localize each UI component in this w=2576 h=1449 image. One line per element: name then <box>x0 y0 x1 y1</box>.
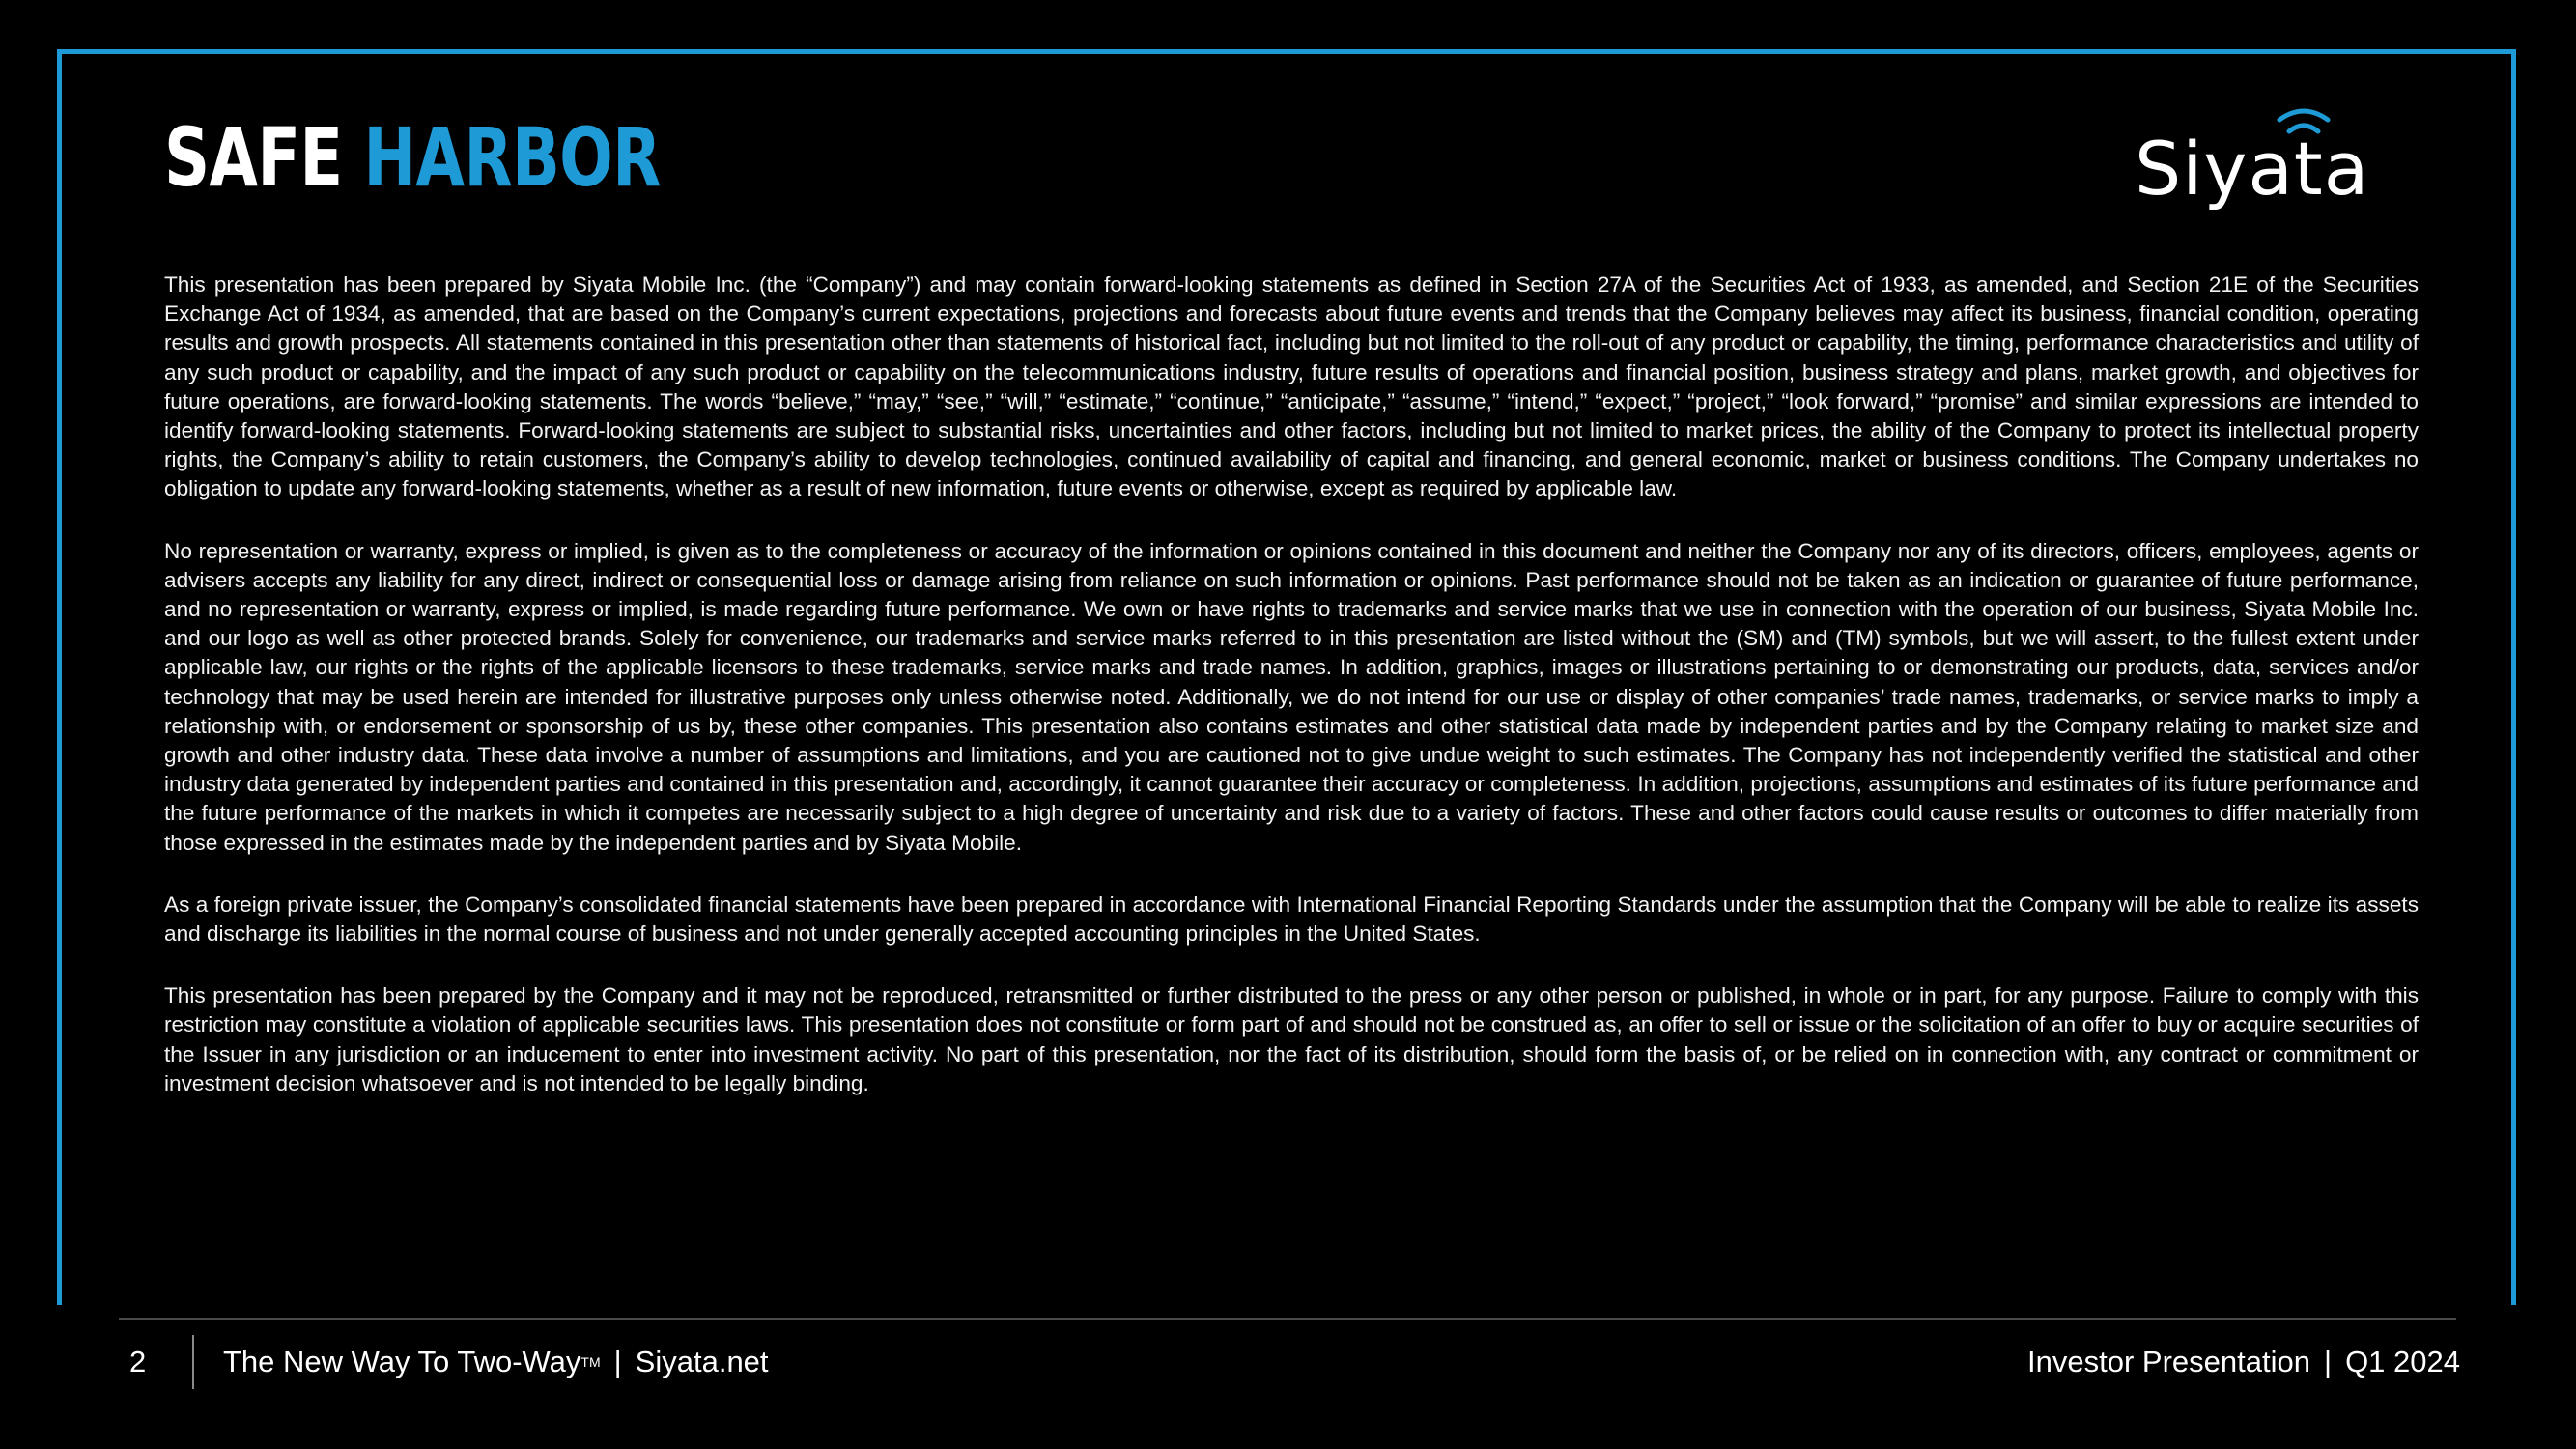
footer-separator-right: | <box>2324 1345 2333 1378</box>
paragraph-foreign-issuer: As a foreign private issuer, the Company’s consolidated financial statements have been prepared in accordance with International Financial Reporting Standards under the assumption that the Company will be able to realize its assets and discharge its liabilities in the normal course of business and not under generally accepted accounting principles in the United States. <box>164 892 2419 947</box>
logo-wordmark: Siyata <box>2135 126 2370 212</box>
footer-separator: | <box>613 1345 622 1378</box>
page-number: 2 <box>129 1345 147 1378</box>
footer-left <box>129 1341 769 1383</box>
footer-presentation-label: Investor Presentation <box>2027 1345 2310 1378</box>
paragraph-forward-looking: This presentation has been prepared by Siyata Mobile Inc. (the “Company”) and may contain forward-looking statements as defined in Section 27A of the Securities Act of 1933, as amended, and Section 21E of the Securities Exchange Act of 1934, as amended, that are based on the Company’s current expectations, projections and forecasts about future events and trends that the Company believes may affect its business, financial condition, operating results and growth prospects. All statements contained in this presentation other than statements of historical fact, including but not limited to the roll-out of any product or capability, the timing, performance characteristics and utility of any such product or capability, and the impact of any such product or capability on the telecommunications industry, future results of operations and financial position, business strategy and plans, market growth, and objectives for future operations, are forward-looking statements. The words “believe,” “may,” “see,” “will,” “estimate,” “continue,” “anticipate,” “assume,” “intend,” “expect,” “project,” “look forward,” “promise” and similar expressions are intended to identify forward-looking statements. Forward-looking statements are subject to substantial risks, uncertainties and other factors, including but not limited to market prices, the ability of the Company to protect its intellectual property rights, the Company’s ability to retain customers, the Company’s ability to develop technologies, continued availability of capital and financing, and general economic, market or business conditions. The Company undertakes no obligation to update any forward-looking statements, whether as a result of new information, future events or otherwise, except as required by applicable law. <box>164 272 2419 501</box>
paragraph-no-representation: No representation or warranty, express or implied, is given as to the completeness or accuracy of the information or opinions contained in this document and neither the Company nor any of its directors, officers, employees, agents or advisers accepts any liability for any direct, indirect or consequential loss or damage arising from reliance on such information or opinions. Past performance should not be taken as an indication or guarantee of future performance, and no representation or warranty, express or implied, is made regarding future performance. We own or have rights to trademarks and service marks that we use in connection with the operation of our business, Siyata Mobile Inc. and our logo as well as other protected brands. Solely for convenience, our trademarks and service marks referred to in this presentation are listed without the (SM) and (TM) symbols, but we will assert, to the fullest extent under applicable law, our rights or the rights of the applicable licensors to these trademarks, service marks and trade names. In addition, graphics, images or illustrations pertaining to or demonstrating our products, data, services and/or technology that may be used herein are intended for illustrative purposes only unless otherwise noted. Additionally, we do not intend for our use or display of other companies’ trade names, trademarks, or service marks to imply a relationship with, or endorsement or sponsorship of us by, these other companies. This presentation also contains estimates and other statistical data made by independent parties and by the Company relating to market size and growth and other industry data. These data involve a number of assumptions and limitations, and you are cautioned not to give undue weight to such estimates. The Company has not independently verified the statistical and other industry data generated by independent parties and contained in this presentation and, accordingly, it cannot guarantee their accuracy or completeness. In addition, projections, assumptions and estimates of its future performance and the future performance of the markets in which it competes are necessarily subject to a high degree of uncertainty and risk due to a variety of factors. These and other factors could cause results or outcomes to differ materially from those expressed in the estimates made by the independent parties and by Siyata Mobile. <box>164 538 2419 855</box>
slide-title <box>164 104 661 211</box>
footer-right <box>2027 1341 2460 1383</box>
title-word-safe: SAFE <box>164 110 343 205</box>
trademark-symbol: TM <box>580 1354 601 1370</box>
title-word-harbor: HARBOR <box>363 110 661 205</box>
footer-tagline: The New Way To Two-Way <box>223 1345 581 1378</box>
footer-website-link[interactable]: Siyata.net <box>635 1345 769 1378</box>
paragraph-distribution: This presentation has been prepared by the Company and it may not be reproduced, retransmitted or further distributed to the press or any other person or published, in whole or in part, for any purpose. Failure to comply with this restriction may constitute a violation of applicable securities laws. This presentation does not constitute or form part of and should not be construed as, an offer to sell or issue or the solicitation of an offer to buy or acquire securities of the Issuer in any jurisdiction or an inducement to enter into investment activity. No part of this presentation, nor the fact of its distribution, should form the basis of, or be relied on in connection with, any contract or commitment or investment decision whatsoever and is not intended to be legally binding. <box>164 983 2419 1095</box>
footer-divider <box>119 1318 2456 1320</box>
disclaimer-body <box>164 270 2419 1131</box>
footer-period: Q1 2024 <box>2345 1345 2460 1378</box>
siyata-logo <box>2130 100 2410 216</box>
footer-vertical-divider <box>192 1335 194 1389</box>
